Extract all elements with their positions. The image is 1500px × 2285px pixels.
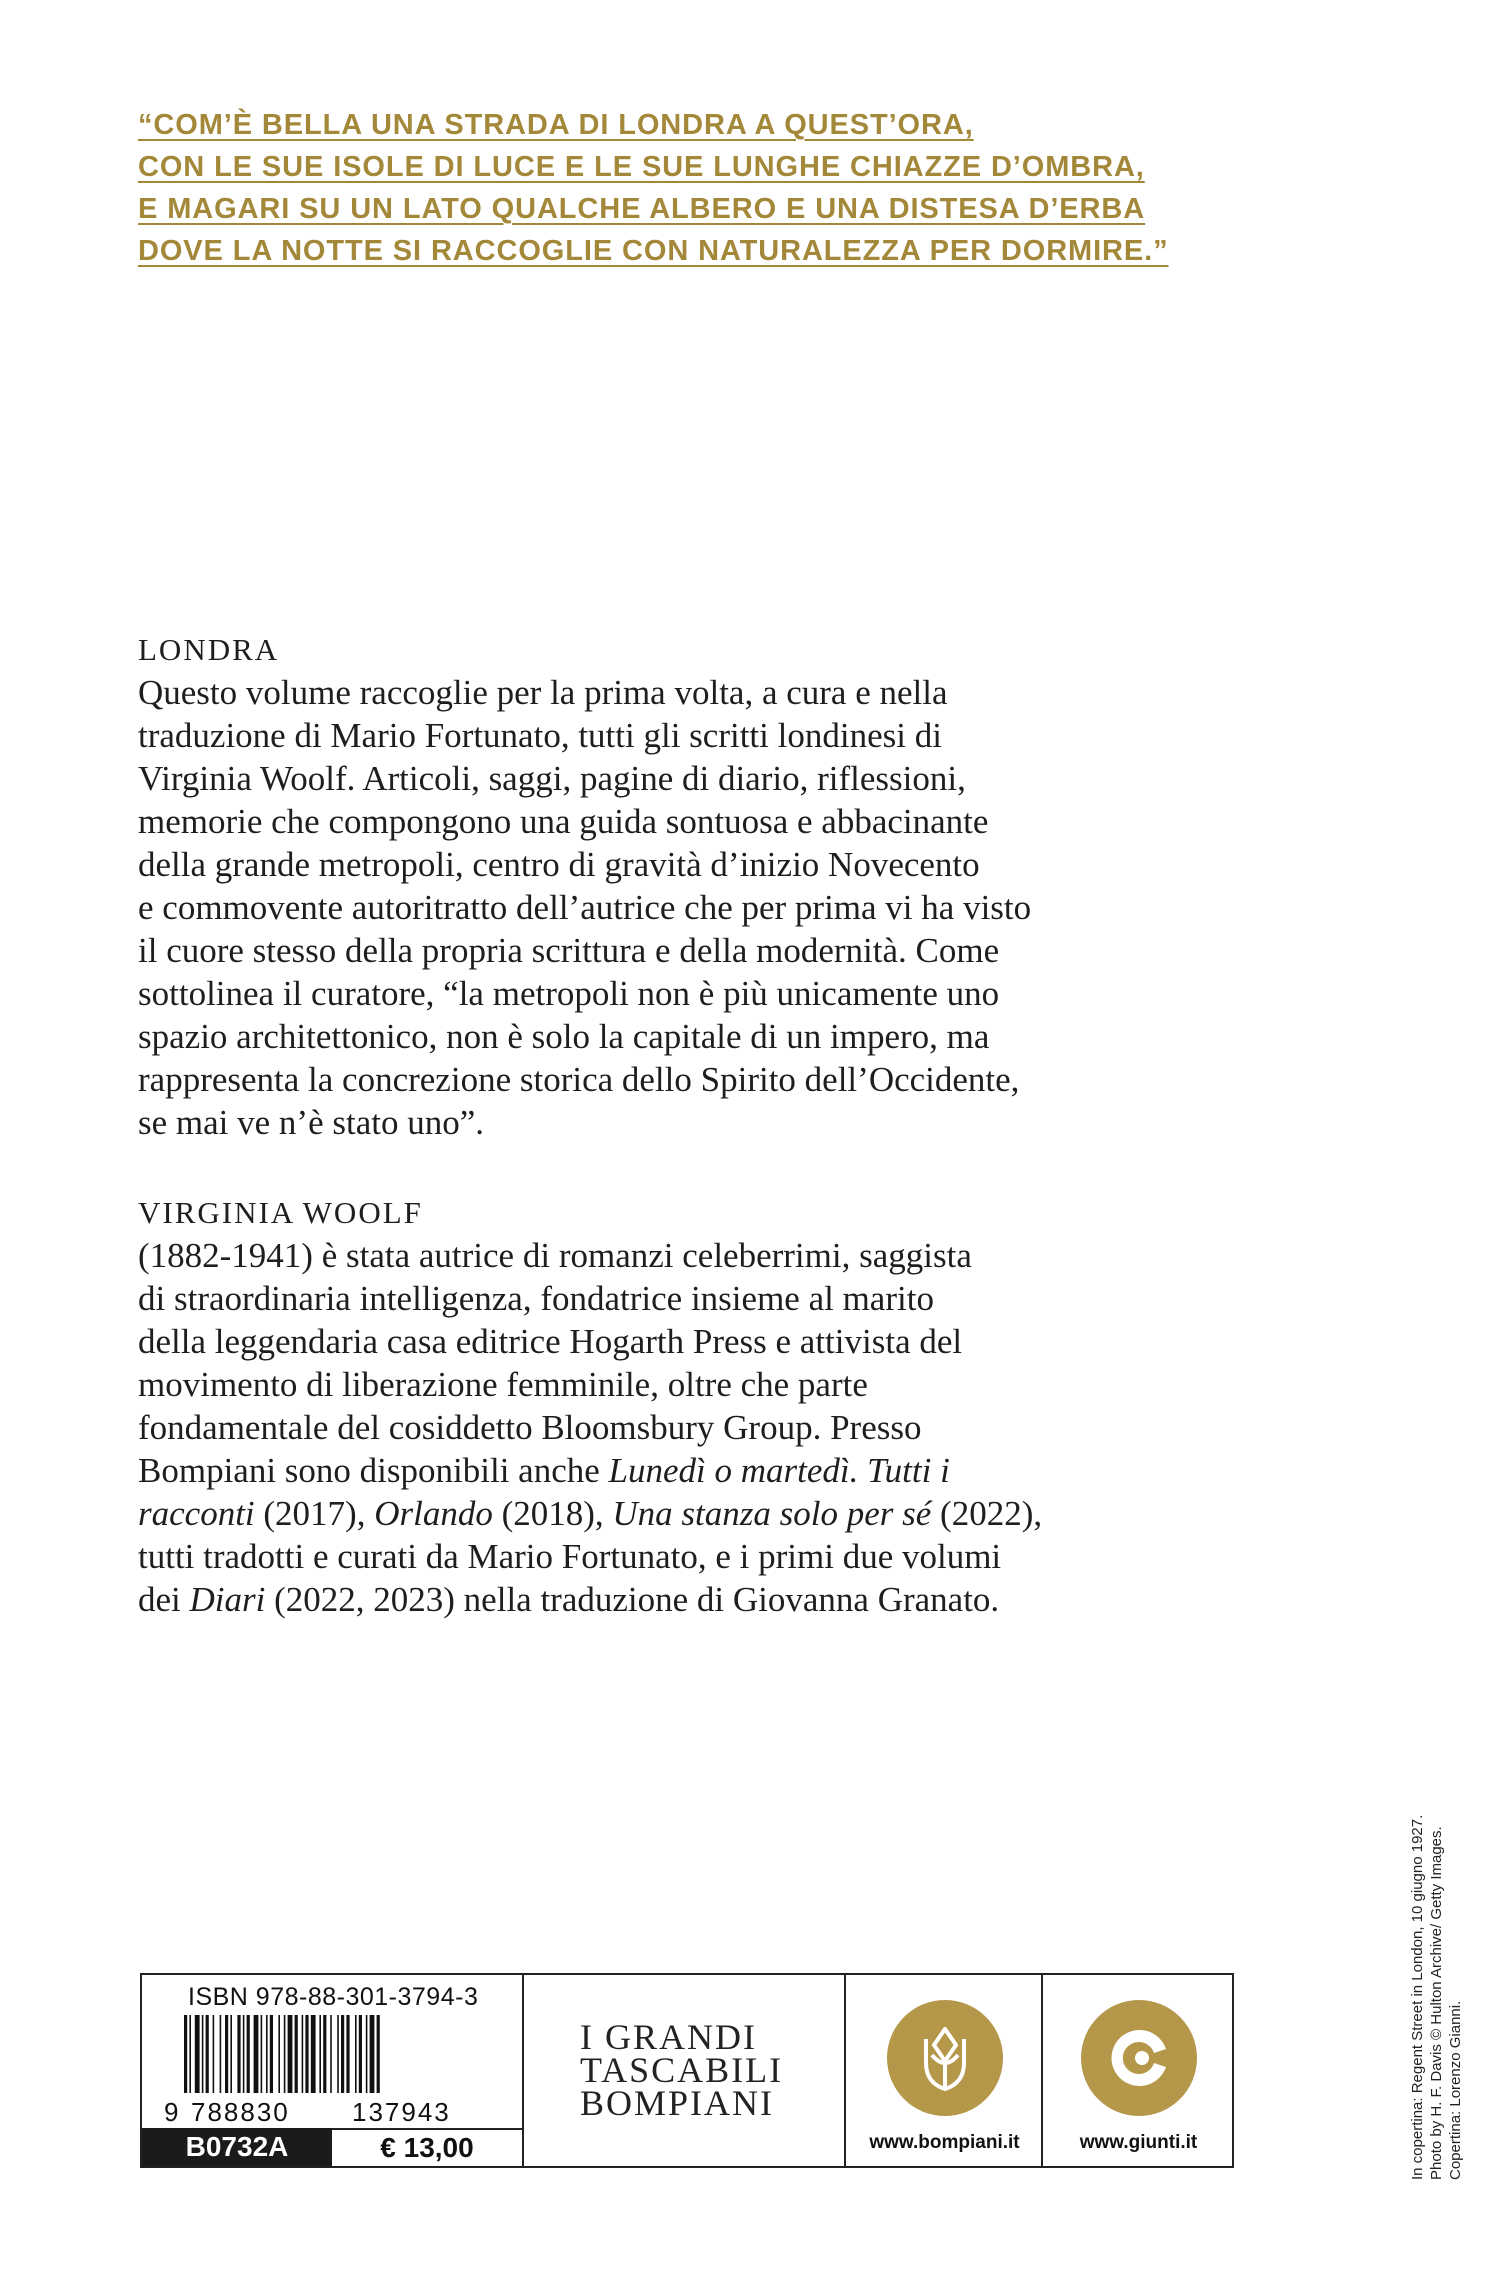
barcode-digits-right: 137943 bbox=[352, 2097, 451, 2125]
book-title: racconti bbox=[138, 1494, 255, 1533]
bompiani-cell bbox=[844, 1975, 1043, 2166]
quote-line: E MAGARI SU UN LATO QUALCHE ALBERO E UNA DISTESA D’ERBA bbox=[138, 193, 1146, 225]
description-line: Questo volume raccoglie per la prima volta, a cura e nella bbox=[138, 673, 948, 712]
description-line: spazio architettonico, non è solo la capitale di un impero, ma bbox=[138, 1017, 990, 1056]
bio-line: dei Diari (2022, 2023) nella traduzione di Giovanna Granato. bbox=[138, 1580, 1000, 1619]
cover-credits: In copertina: Regent Street in London, 10 giugno 1927. Photo by H. F. Davis © Hulton Archive/ Getty Images. Copertina: Lorenzo Gianni. bbox=[1409, 1814, 1464, 2180]
giunti-cell bbox=[1041, 1975, 1234, 2166]
description-line: sottolinea il curatore, “la metropoli non è più unicamente uno bbox=[138, 974, 1000, 1013]
barcode bbox=[162, 2015, 512, 2125]
bio-line: (1882-1941) è stata autrice di romanzi celeberrimi, saggista bbox=[138, 1236, 972, 1275]
author-bio bbox=[138, 1191, 1218, 1621]
quote-line: CON LE SUE ISOLE DI LUCE E LE SUE LUNGHE CHIAZZE D’OMBRA, bbox=[138, 151, 1145, 183]
description-line: e commovente autoritratto dell’autrice che per prima vi ha visto bbox=[138, 888, 1032, 927]
isbn-text: ISBN 978-88-301-3794-3 bbox=[188, 1983, 479, 2011]
barcode-digit-lead: 9 bbox=[164, 2097, 179, 2125]
giunti-logo-icon bbox=[1080, 1999, 1198, 2117]
price: € 13,00 bbox=[332, 2128, 522, 2166]
barcode-digits-left: 788830 bbox=[191, 2097, 290, 2125]
quote-line: “COM’È BELLA UNA STRADA DI LONDRA A QUEST’ORA, bbox=[138, 109, 974, 141]
description-line: traduzione di Mario Fortunato, tutti gli scritti londinesi di bbox=[138, 716, 942, 755]
book-title-heading: LONDRA bbox=[138, 632, 280, 667]
bio-line: movimento di liberazione femminile, oltre che parte bbox=[138, 1365, 868, 1404]
description-line: se mai ve n’è stato uno”. bbox=[138, 1103, 485, 1142]
series-cell bbox=[522, 1975, 846, 2166]
book-title: Una stanza solo per sé bbox=[612, 1494, 932, 1533]
book-description bbox=[138, 628, 1218, 1144]
book-title: Diari bbox=[189, 1580, 266, 1619]
bio-line: fondamentale del cosiddetto Bloomsbury Group. Presso bbox=[138, 1408, 922, 1447]
bio-line: di straordinaria intelligenza, fondatrice insieme al marito bbox=[138, 1279, 934, 1318]
quote-line: DOVE LA NOTTE SI RACCOGLIE CON NATURALEZZA PER DORMIRE.” bbox=[138, 235, 1169, 267]
giunti-website: www.giunti.it bbox=[1079, 2132, 1198, 2153]
description-line: Virginia Woolf. Articoli, saggi, pagine di diario, riflessioni, bbox=[138, 759, 966, 798]
barcode-bars bbox=[184, 2015, 380, 2093]
bio-line: racconti (2017), Orlando (2018), Una stanza solo per sé (2022), bbox=[138, 1494, 1043, 1533]
barcode-cell bbox=[142, 1975, 522, 2166]
book-title: Lunedì o martedì. Tutti i bbox=[608, 1451, 950, 1490]
description-line: rappresenta la concrezione storica dello Spirito dell’Occidente, bbox=[138, 1060, 1020, 1099]
description-line: il cuore stesso della propria scrittura e della modernità. Come bbox=[138, 931, 1000, 970]
author-name-heading: VIRGINIA WOOLF bbox=[138, 1195, 423, 1230]
bio-line: della leggendaria casa editrice Hogarth Press e attivista del bbox=[138, 1322, 963, 1361]
bio-line: Bompiani sono disponibili anche Lunedì o martedì. Tutti i bbox=[138, 1451, 950, 1490]
series-name: I GRANDI TASCABILI BOMPIANI bbox=[580, 2017, 784, 2123]
description-line: della grande metropoli, centro di gravità d’inizio Novecento bbox=[138, 845, 980, 884]
book-title: Orlando bbox=[374, 1494, 493, 1533]
pull-quote bbox=[138, 104, 1238, 272]
product-code: B0732A bbox=[142, 2128, 332, 2166]
description-line: memorie che compongono una guida sontuosa e abbacinante bbox=[138, 802, 989, 841]
bompiani-logo-icon bbox=[886, 1999, 1004, 2117]
bompiani-website: www.bompiani.it bbox=[869, 2132, 1020, 2153]
back-cover-info-box bbox=[140, 1973, 1234, 2168]
bio-line: tutti tradotti e curati da Mario Fortunato, e i primi due volumi bbox=[138, 1537, 1002, 1576]
